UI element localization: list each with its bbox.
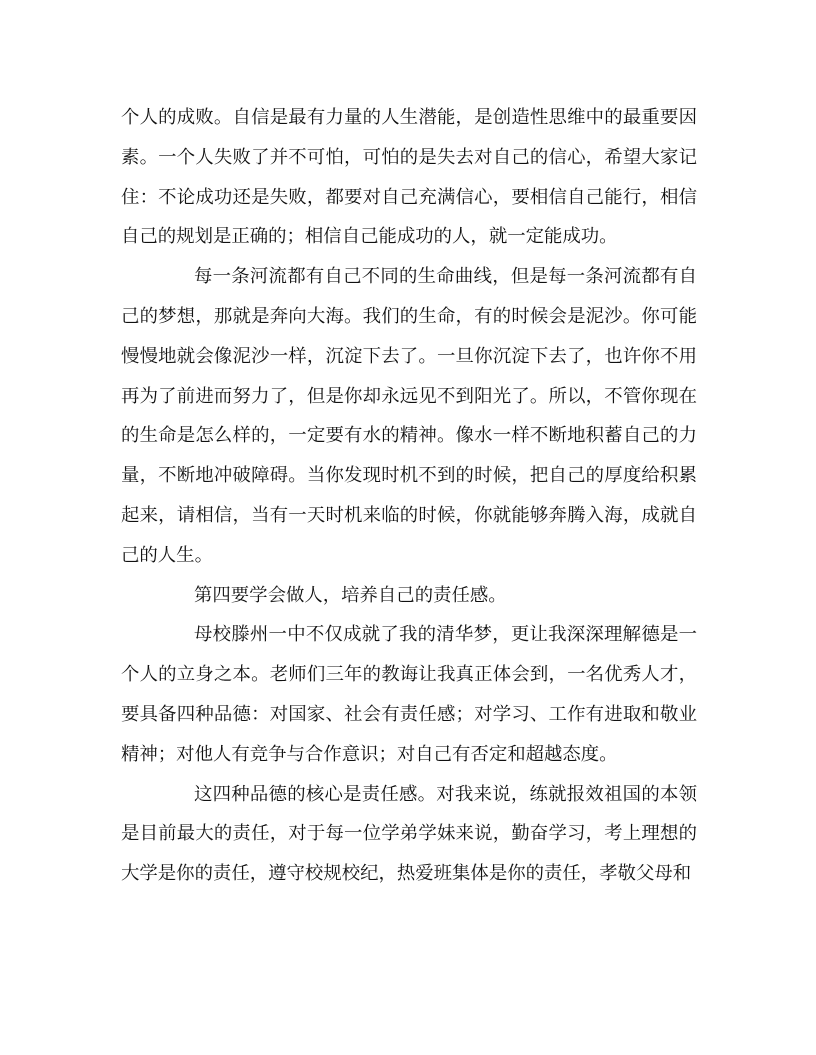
paragraph-river: 每一条河流都有自己不同的生命曲线，但是每一条河流都有自己的梦想，那就是奔向大海。我们的生命，有的时候会是泥沙。你可能慢慢地就会像泥沙一样，沉淀下去了。一旦你沉淀下去了，也许你不用再为了前进而努力了，但是你却永远见不到阳光了。所以，不管你现在的生命是怎么样的，一定要有水的精神。像水一样不断地积蓄自己的力量，不断地冲破障碍。当你发现时机不到的时候，把自己的厚度给积累起来，请相信，当有一天时机来临的时候，你就能够奔腾入海，成就自己的人生。 xyxy=(121,266,697,566)
paragraph-responsibility: 这四种品德的核心是责任感。对我来说，练就报效祖国的本领是目前最大的责任，对于每一位学弟学妹来说，勤奋学习，考上理想的大学是你的责任，遵守校规校纪，热爱班集体是你的责任，孝敬父母和 xyxy=(121,783,697,885)
paragraph-point-four: 第四要学会做人，培养自己的责任感。 xyxy=(194,584,507,606)
paragraph-confidence: 个人的成败。自信是最有力量的人生潜能，是创造性思维中的最重要因素。一个人失败了并不可怕，可怕的是失去对自己的信心，希望大家记住：不论成功还是失败，都要对自己充满信心，要相信自己能行，相信自己的规划是正确的；相信自己能成功的人，就一定能成功。 xyxy=(121,107,697,248)
document-body xyxy=(121,98,697,894)
paragraph-alma-mater: 母校滕州一中不仅成就了我的清华梦，更让我深深理解德是一个人的立身之本。老师们三年的教诲让我真正体会到，一名优秀人才，要具备四种品德：对国家、社会有责任感；对学习、工作有进取和敬业精神；对他人有竞争与合作意识；对自己有否定和超越态度。 xyxy=(121,624,697,765)
